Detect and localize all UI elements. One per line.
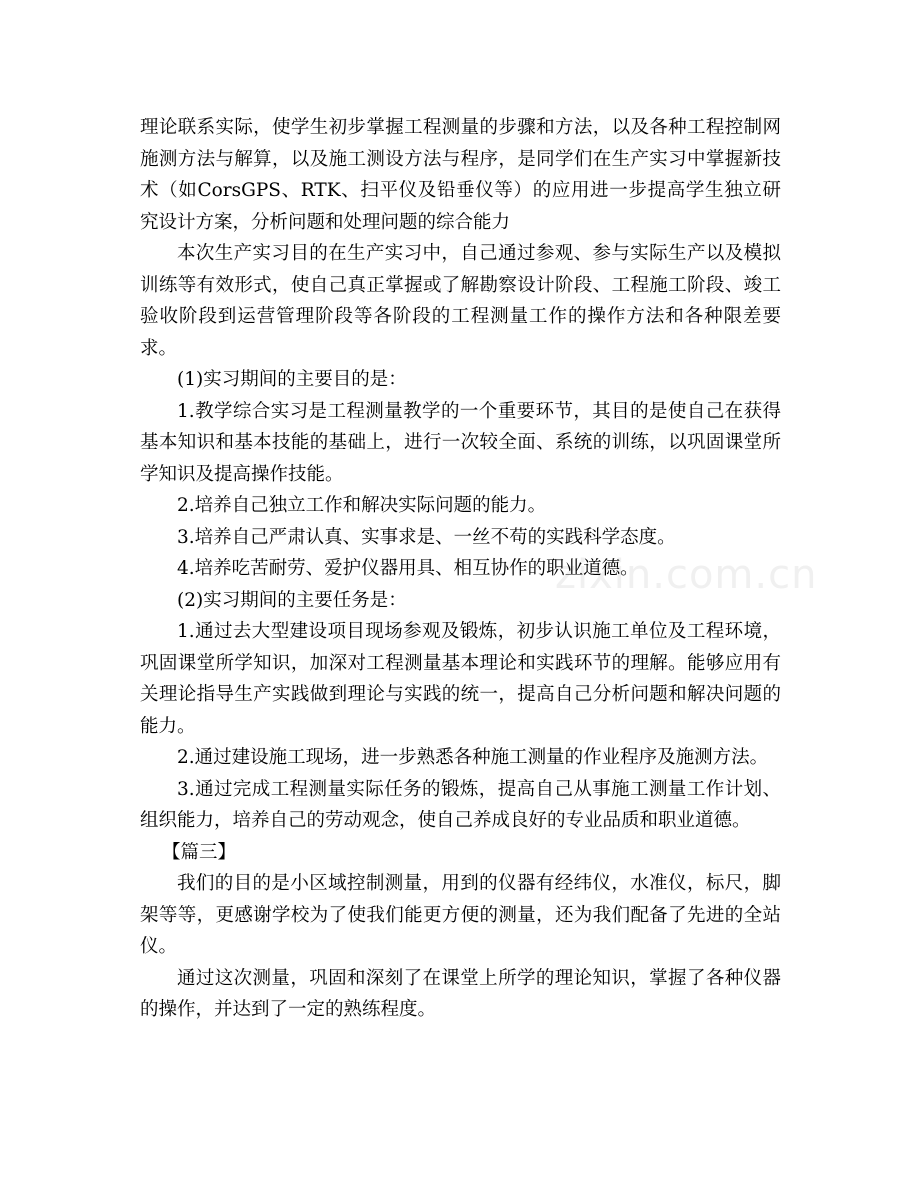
- list-item-task-2: 2.通过建设施工现场，进一步熟悉各种施工测量的作业程序及施测方法。: [177, 747, 769, 768]
- chapter-heading: 【篇三】: [162, 841, 237, 863]
- list-item-objective-3: 3.培养自己严肃认真、实事求是、一丝不苟的实践科学态度。: [177, 526, 676, 548]
- document-body: [140, 112, 781, 1026]
- paragraph-1: 理论联系实际，使学生初步掌握工程测量的步骤和方法，以及各种工程控制网施测方法与解算，以及施工测设方法与程序，是同学们在生产实习中掌握新技术（如CorsGPS、RTK、扫平仪及铅垂仪等）的应用进一步提高学生独立研究设计方案，分析问题和处理问题的综合能力: [140, 117, 781, 233]
- section-heading-tasks: (2)实习期间的主要任务是：: [177, 589, 407, 611]
- list-item-objective-1: 1.教学综合实习是工程测量教学的一个重要环节，其目的是使自己在获得基本知识和基本技能的基础上，进行一次较全面、系统的训练，以巩固课堂所学知识及提高操作技能。: [140, 400, 781, 485]
- paragraph-2: 本次生产实习目的在生产实习中，自己通过参观、参与实际生产以及模拟训练等有效形式，使自己真正掌握或了解勘察设计阶段、工程施工阶段、竣工验收阶段到运营管理阶段等各阶段的工程测量工作的操作方法和各种限差要求。: [140, 243, 781, 359]
- list-item-task-1: 1.通过去大型建设项目现场参观及锻炼，初步认识施工单位及工程环境，巩固课堂所学知识，加深对工程测量基本理论和实践环节的理解。能够应用有关理论指导生产实践做到理论与实践的统一，提高自己分析问题和解决问题的能力。: [140, 621, 781, 737]
- paragraph-3: 我们的目的是小区域控制测量，用到的仪器有经纬仪，水准仪，标尺，脚架等等，更感谢学校为了使我们能更方便的测量，还为我们配备了先进的全站仪。: [140, 873, 781, 957]
- list-item-objective-2: 2.培养自己独立工作和解决实际问题的能力。: [177, 495, 547, 516]
- paragraph-4: 通过这次测量，巩固和深刻了在课堂上所学的理论知识，掌握了各种仪器的操作，并达到了一定的熟练程度。: [140, 967, 781, 1020]
- section-heading-objectives: (1)实习期间的主要目的是：: [177, 369, 407, 390]
- watermark: zixin.com.cn: [555, 552, 818, 598]
- list-item-task-3: 3.通过完成工程测量实际任务的锻炼，提高自己从事施工测量工作计划、组织能力，培养自己的劳动观念，使自己养成良好的专业品质和职业道德。: [140, 778, 781, 831]
- list-item-objective-4: 4.培养吃苦耐劳、爱护仪器用具、相互协作的职业道德。: [177, 558, 639, 579]
